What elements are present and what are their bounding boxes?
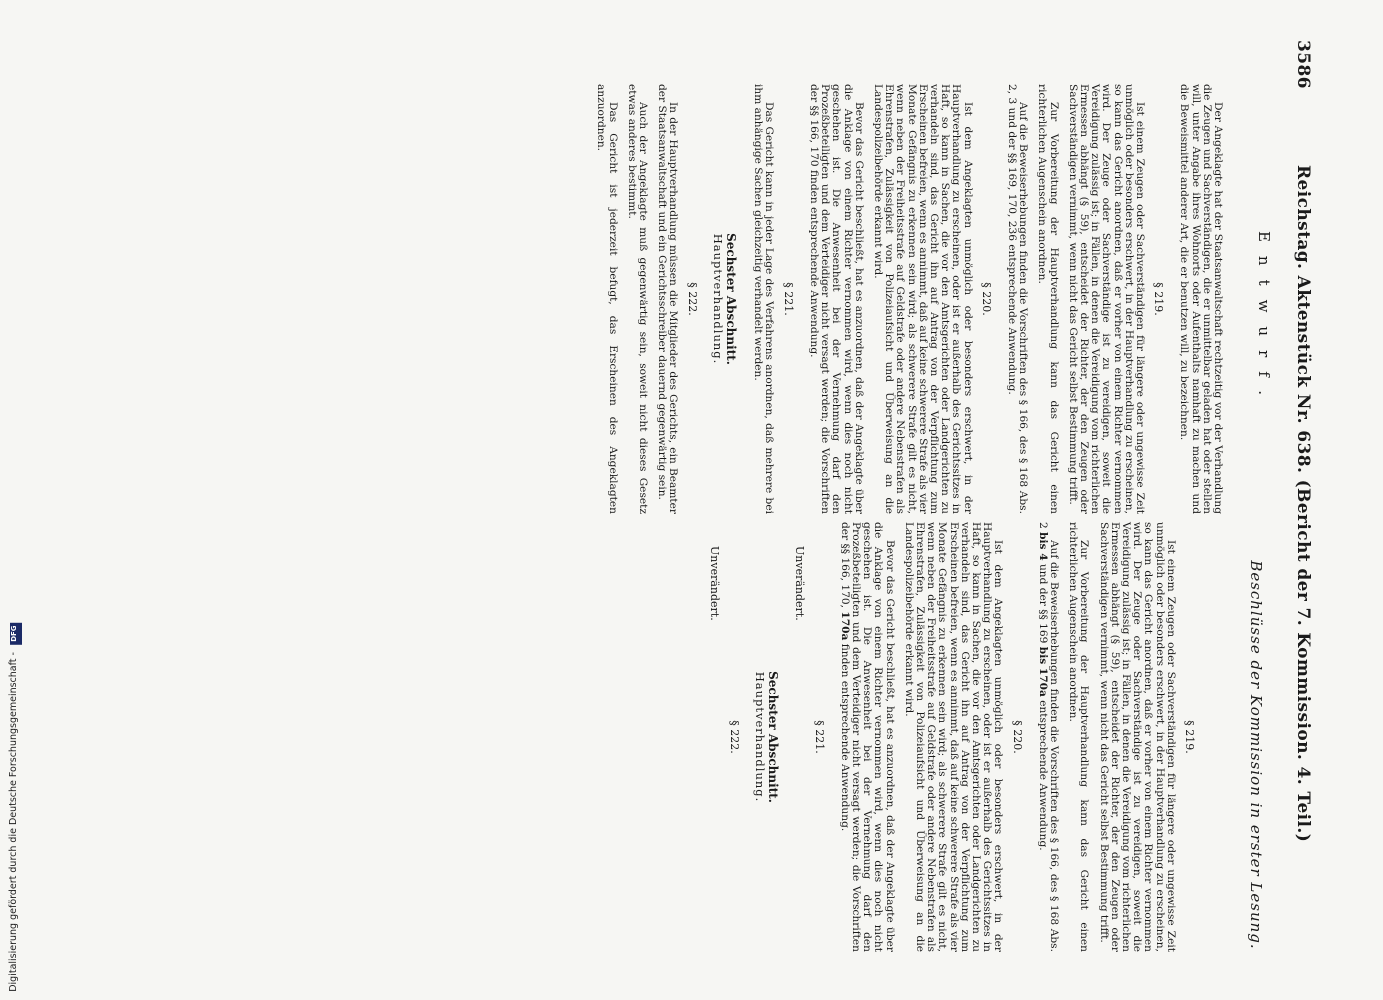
- credit-text: Digitalisierung gefördert durch die Deutsche Forschungsgemeinschaft -: [8, 652, 19, 992]
- section-221-title: § 221.: [812, 720, 826, 754]
- chapter-heading: Sechster Abschnitt.: [724, 233, 739, 365]
- right-column: [695, 522, 1223, 952]
- section-221-unchanged: Unverändert.: [793, 546, 807, 621]
- amendment-highlight: bis 4: [1036, 532, 1049, 561]
- section-220-title: § 220.: [979, 282, 993, 316]
- amendment-highlight: 170a: [838, 611, 851, 641]
- section-220-paragraph-1: Ist dem Angeklagten unmöglich oder besonders erschwert, in der Hauptverhandlung zu erscheinen, oder ist er außerhalb des Gerichtssitzes in Haft, so kann in Sachen, die vor den Amtsgerichten oder Landgerichten zu verhandeln sind, das Gericht ihn auf Antrag von der Verpflichtung zum Erscheinen befreien, wenn es annimmt, daß auf keine schwerere Strafe als vier Monate Gefängnis zu erkennen sein wird; als schwerere Strafe gilt es nicht, wenn neben der Freiheitsstrafe auf Geldstrafe oder andere Nebenstrafen als Ehrenstrafen, Zulässigkeit von Polizeiaufsicht und Überweisung an die Landespolizeibehörde erkannt wird.: [871, 84, 974, 514]
- right-column-heading: Beschlüsse der Kommission in erster Lesung.: [1247, 560, 1265, 950]
- section-222-title: § 222.: [685, 282, 699, 316]
- section-222-paragraph-2: Auch der Angeklagte muß gegenwärtig sein, soweit nicht dieses Gesetz etwas anderes bestimmt.: [625, 84, 650, 514]
- section-219-paragraph-1: Ist einem Zeugen oder Sachverständigen für längere oder ungewisse Zeit unmöglich oder besonders erschwert, in der Hauptverhandlung zu erscheinen, so kann das Gericht anordnen, daß er vorher von einem Richter vernommen wird. Der Zeuge oder Sachverständige ist zu vereidigen, soweit die Vereidigung zulässig ist; in Fällen, in denen die Vereidigung vom richterlichen Ermessen abhängt (§ 59), entscheidet der Richter, der den Zeugen oder Sachverständigen vernimmt, wenn nicht das Gericht selbst Bestimmung trifft.: [1097, 522, 1177, 952]
- amendment-highlight: bis 170a: [1036, 646, 1049, 697]
- intro-paragraph: Der Angeklagte hat der Staatsanwaltschaft rechtzeitig vor der Verhandlung die Zeugen und Sachverständigen, die er unmittelbar geladen hat oder stellen will, unter Angabe ihres Wohnorts oder Aufenthalts namhaft zu machen und die Beweismittel anderer Art, die er benutzen will, zu bezeichnen.: [1178, 84, 1224, 514]
- digitization-credit: [8, 623, 22, 992]
- chapter-subheading: Hauptverhandlung.: [752, 671, 767, 803]
- section-221-paragraph-1: Das Gericht kann in jeder Lage des Verfahrens anordnen, daß mehrere bei ihm anhängige Sachen gleichzeitig verhandelt werden.: [752, 84, 776, 514]
- section-222-paragraph-3: Das Gericht ist jederzeit befugt, das Erscheinen des Angeklagten anzuordnen.: [595, 84, 619, 514]
- chapter-subheading: Hauptverhandlung.: [710, 233, 725, 365]
- section-220-paragraph-1: Ist dem Angeklagten unmöglich oder besonders erschwert, in der Hauptverhandlung zu erscheinen, oder ist er außerhalb des Gerichtssitzes in Haft, so kann in Sachen, die vor den Amtsgerichten oder Landgerichten zu verhandeln sind, das Gericht ihn auf Antrag von der Verpflichtung zum Erscheinen befreien, wenn es annimmt, daß auf keine schwerere Strafe als vier Monate Gefängnis zu erkennen sein wird; als schwerere Strafe gilt es nicht, wenn neben der Freiheitsstrafe auf Geldstrafe oder andere Nebenstrafen als Ehrenstrafen, Zulässigkeit von Polizeiaufsicht und Überweisung an die Landespolizeibehörde erkannt wird.: [902, 522, 1005, 952]
- section-219-paragraph-2: Zur Vorbereitung der Hauptverhandlung kann das Gericht einen richterlichen Augenschein anordnen.: [1036, 84, 1060, 514]
- section-220-paragraph-2: [839, 522, 895, 952]
- section-219-title: § 219.: [1183, 720, 1196, 754]
- section-219-title: § 219.: [1152, 282, 1166, 316]
- section-222-paragraph-1: In der Hauptverhandlung müssen die Mitglieder des Gerichts, ein Beamter der Staatsanwaltschaft und ein Gerichtsschreiber dauernd gegenwärtig sein.: [656, 84, 680, 514]
- section-220-title: § 220.: [1010, 720, 1024, 754]
- text-run: Bevor das Gericht beschließt, hat es anzuordnen, daß der Angeklagte über die Anklage von einem Richter vernommen wird, wenn dies noch nicht geschehen ist. Die Anwesenheit bei der Vernehmung darf den Prozeßbeteiligten und dem Verteidiger nicht versagt werden; die Vorschriften der §§ 166, 170,: [838, 522, 896, 952]
- text-run: entsprechende Anwendung.: [1036, 696, 1049, 851]
- left-column: [587, 84, 1223, 514]
- chapter-heading: Sechster Abschnitt.: [766, 671, 781, 803]
- page-number: 3586: [1293, 40, 1313, 89]
- section-221-title: § 221.: [781, 282, 795, 316]
- section-219-paragraph-2: Zur Vorbereitung der Hauptverhandlung kann das Gericht einen richterlichen Augenschein anordnen.: [1067, 522, 1091, 952]
- section-219-paragraph-3: Auf die Beweiserhebungen finden die Vorschriften des § 166, des § 168 Abs. 2, 3 und der §§ 169, 170, 236 entsprechende Anwendung.: [1005, 84, 1030, 514]
- text-run: und der §§ 169: [1036, 560, 1049, 647]
- section-219-paragraph-1: Ist einem Zeugen oder Sachverständigen für längere oder ungewisse Zeit unmöglich oder besonders erschwert, in der Hauptverhandlung zu erscheinen, so kann das Gericht anordnen, daß er vorher von einem Richter vernommen wird. Der Zeuge oder Sachverständige ist zu vereidigen, soweit die Vereidigung zulässig ist; in Fällen, in denen die Vereidigung vom richterlichen Ermessen abhängt (§ 59), entscheidet der Richter, der den Zeugen oder Sachverständigen vernimmt, wenn nicht das Gericht selbst Bestimmung trifft.: [1066, 84, 1146, 514]
- header-title: Reichstag. Aktenstück Nr. 638. (Bericht der 7. Kommission. 4. Teil.): [1293, 165, 1313, 843]
- page-header: [1279, 40, 1313, 940]
- left-column-heading: Entwurf.: [1255, 230, 1273, 410]
- section-222-title: § 222.: [727, 720, 741, 754]
- section-219-paragraph-3: [1037, 522, 1059, 952]
- dfg-logo-icon: DFG: [10, 623, 22, 645]
- section-220-paragraph-2: Bevor das Gericht beschließt, hat es anzuordnen, daß der Angeklagte über die Anklage von einem Richter vernommen wird, wenn dies noch nicht geschehen ist. Die Anwesenheit bei der Vernehmung darf den Prozeßbeteiligten und dem Verteidiger nicht versagt werden; die Vorschriften der §§ 166, 170 finden entsprechende Anwendung.: [807, 84, 865, 514]
- text-run: Auf die Beweiserhebungen finden die Vorschriften des § 166, des § 168 Abs. 2: [1036, 522, 1060, 952]
- text-run: finden entsprechende Anwendung.: [838, 640, 851, 832]
- section-222-unchanged: Unverändert.: [708, 546, 722, 621]
